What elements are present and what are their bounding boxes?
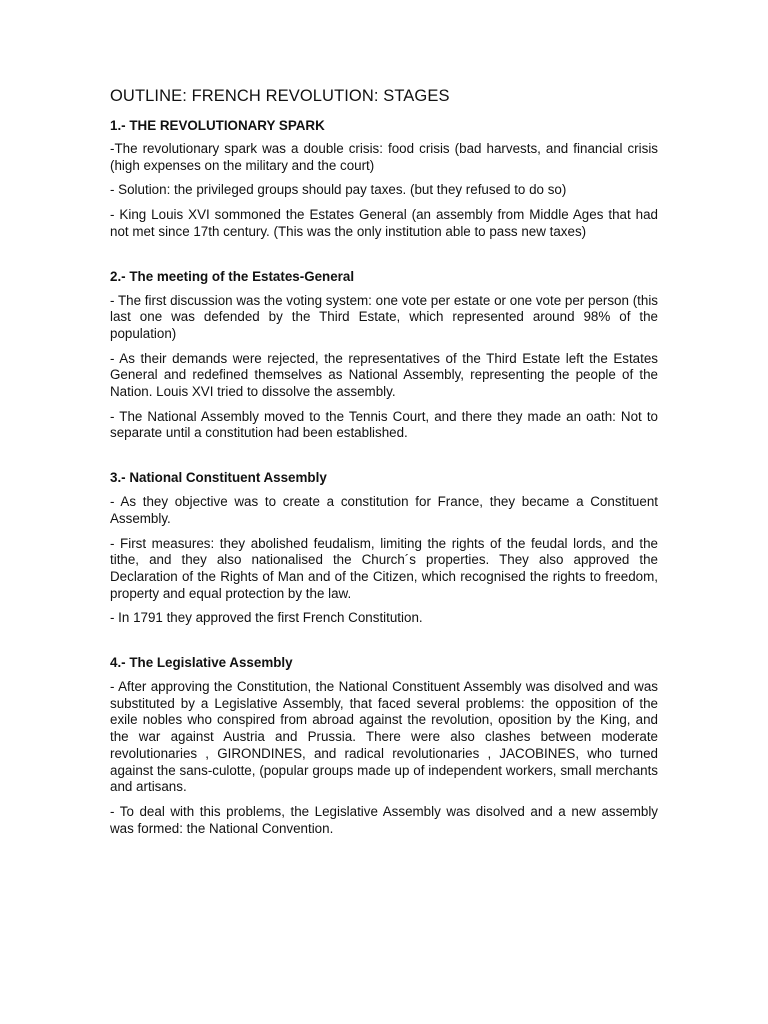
paragraph: - As their demands were rejected, the representatives of the Third Estate left the Estates General and redefined themselves as National Assembly, representing the people of the Nation. Louis XVI tried to dissolve the assembly. xyxy=(110,350,658,400)
section-heading: 1.- THE REVOLUTIONARY SPARK xyxy=(110,118,325,133)
paragraph: - First measures: they abolished feudalism, limiting the rights of the feudal lords, and the tithe, and they also nationalised the Church´s properties. They also approved the Declaration of the Rights of Man and of the Citizen, which recognised the rights to freedom, property and equal protection by the law. xyxy=(110,535,658,601)
paragraph: - The first discussion was the voting system: one vote per estate or one vote per person (this last one was defended by the Third Estate, which represented around 98% of the population) xyxy=(110,292,658,341)
paragraph: - As they objective was to create a constitution for France, they became a Constituent Assembly. xyxy=(110,494,658,526)
paragraph: - After approving the Constitution, the National Constituent Assembly was disolved and was substituted by a Legislative Assembly, that faced several problems: the opposition of the exile nobles who conspired from abroad against the revolution, oposition by the King, and the war against Austria and Prussia. There were also clashes between moderate revolutionaries , GIRONDINES, and radical revolutionaries , JACOBINES, who turned against the sans-culotte, (popular groups made up of independent workers, small merchants and artisans. xyxy=(110,679,658,795)
paragraph: - To deal with this problems, the Legislative Assembly was disolved and a new assembly was formed: the National Convention. xyxy=(110,803,658,836)
section-revolutionary-spark xyxy=(110,117,658,241)
paragraph: - In 1791 they approved the first French Constitution. xyxy=(110,610,423,626)
paragraph: - The National Assembly moved to the Tennis Court, and there they made an oath: Not to separate until a constitution had been established. xyxy=(110,408,658,441)
section-heading: 2.- The meeting of the Estates-General xyxy=(110,268,355,284)
paragraph: - Solution: the privileged groups should pay taxes. (but they refused to do so) xyxy=(110,182,567,198)
section-heading: 3.- National Constituent Assembly xyxy=(110,470,327,486)
section-constituent-assembly xyxy=(110,469,658,627)
section-estates-general xyxy=(110,268,658,443)
paragraph: - King Louis XVI sommoned the Estates General (an assembly from Middle Ages that had not met since 17th century. (This was the only institution able to pass new taxes) xyxy=(110,207,658,239)
section-heading: 4.- The Legislative Assembly xyxy=(110,655,293,671)
document-title: OUTLINE: FRENCH REVOLUTION: STAGES xyxy=(110,87,450,105)
document-page xyxy=(110,84,658,864)
section-legislative-assembly xyxy=(110,654,658,837)
paragraph: -The revolutionary spark was a double crisis: food crisis (bad harvests, and financial crisis (high expenses on the military and the court) xyxy=(110,141,658,173)
